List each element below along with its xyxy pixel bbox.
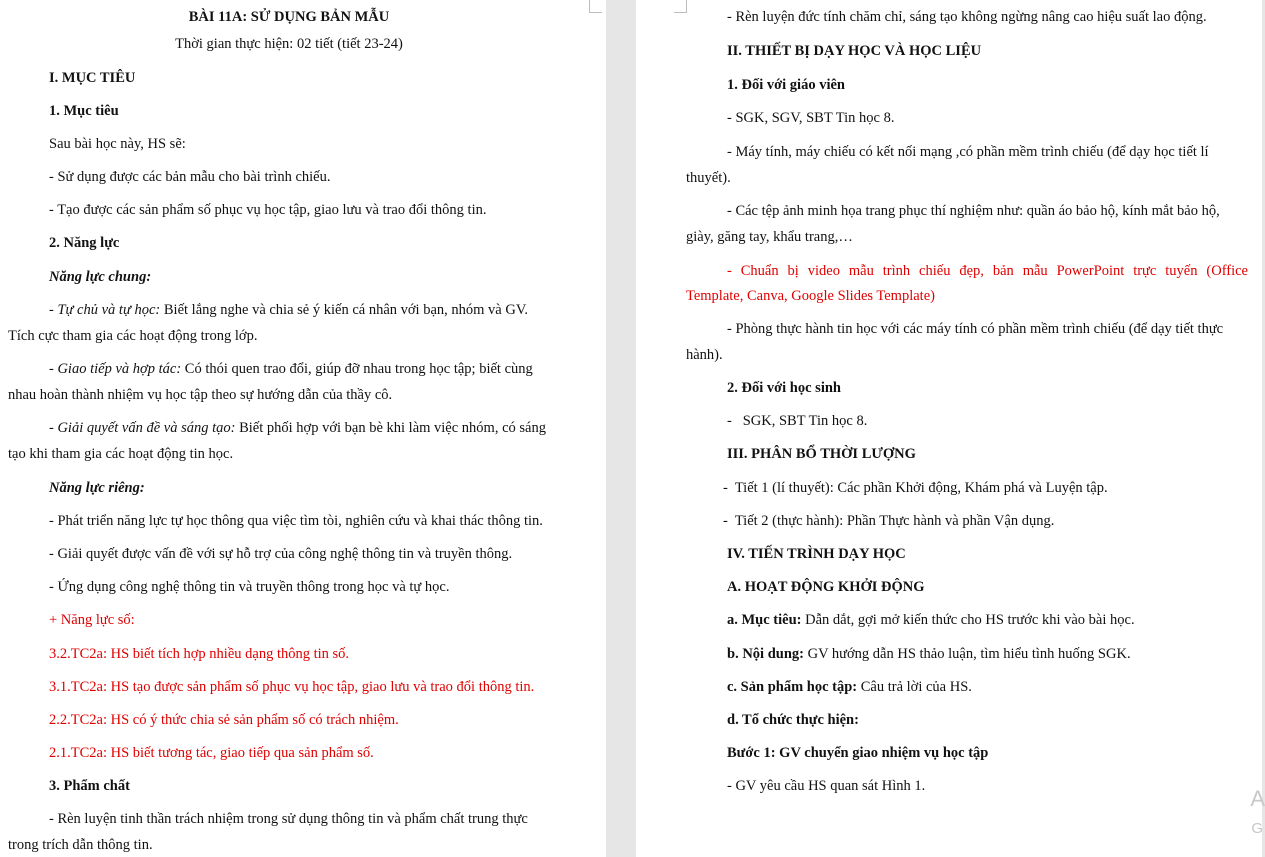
page-corner-mark xyxy=(674,0,687,13)
page-gutter xyxy=(606,0,636,857)
heading-student: 2. Đối với học sinh xyxy=(727,380,841,396)
document-page-left[interactable] xyxy=(0,0,606,857)
warmup-organization: d. Tổ chức thực hiện: xyxy=(727,712,859,728)
lesson-duration: Thời gian thực hiện: 02 tiết (tiết 23-24) xyxy=(175,36,403,52)
quality-item-continued: trong trích dẫn thông tin. xyxy=(8,837,153,853)
competence-self-study xyxy=(49,301,528,319)
teacher-item: - Phòng thực hành tin học với các máy tính có phần mềm trình chiếu (để dạy tiết thực xyxy=(727,321,1224,337)
warmup-content xyxy=(727,645,1131,663)
warmup-goal xyxy=(727,611,1135,629)
competence-text-continued: Tích cực tham gia các hoạt động trong lớp. xyxy=(8,328,258,344)
document-page-right[interactable] xyxy=(636,0,1265,857)
competence-communication xyxy=(49,360,533,378)
item-text: GV hướng dẫn HS thảo luận, tìm hiểu tình huống SGK. xyxy=(807,646,1131,662)
quality-item: - Rèn luyện đức tính chăm chỉ, sáng tạo không ngừng nâng cao hiệu suất lao động. xyxy=(727,9,1207,25)
specific-item: - Ứng dụng công nghệ thông tin và truyền thông trong học và tự học. xyxy=(49,579,450,595)
heading-general-competence: Năng lực chung: xyxy=(49,269,152,285)
goal-item: - Tạo được các sản phẩm số phục vụ học tập, giao lưu và trao đổi thông tin. xyxy=(49,202,487,218)
heading-time-allocation: III. PHÂN BỔ THỜI LƯỢNG xyxy=(727,446,916,462)
page-corner-mark xyxy=(589,0,602,13)
digital-competence-item: 2.2.TC2a: HS có ý thức chia sẻ sản phẩm số có trách nhiệm. xyxy=(49,712,399,728)
side-edge-glyph: G xyxy=(1251,820,1263,837)
teacher-item-continued: giày, găng tay, khẩu trang,… xyxy=(686,229,853,245)
specific-item: - Phát triển năng lực tự học thông qua việc tìm tòi, nghiên cứu và khai thác thông tin. xyxy=(49,513,543,529)
heading-competence: 2. Năng lực xyxy=(49,235,120,251)
competence-label: - Giao tiếp và hợp tác: xyxy=(49,361,182,377)
heading-goal: 1. Mục tiêu xyxy=(49,103,119,119)
goal-item: - Sử dụng được các bản mẫu cho bài trình chiếu. xyxy=(49,169,331,185)
teacher-item-continued: Template, Canva, Google Slides Template) xyxy=(686,288,935,304)
item-label: a. Mục tiêu: xyxy=(727,612,802,628)
competence-text-continued: tạo khi tham gia các hoạt động tin học. xyxy=(8,446,234,462)
warmup-product xyxy=(727,678,972,696)
step-item: - GV yêu cầu HS quan sát Hình 1. xyxy=(727,778,926,794)
digital-competence-heading: + Năng lực số: xyxy=(49,612,135,628)
step-heading: Bước 1: GV chuyển giao nhiệm vụ học tập xyxy=(727,745,989,761)
competence-text: Có thói quen trao đổi, giúp đỡ nhau trong học tập; biết cùng xyxy=(184,361,533,377)
digital-competence-item: 2.1.TC2a: HS biết tương tác, giao tiếp qua sản phẩm số. xyxy=(49,745,374,761)
specific-item: - Giải quyết được vấn đề với sự hỗ trợ của công nghệ thông tin và truyền thông. xyxy=(49,546,513,562)
goal-intro: Sau bài học này, HS sẽ: xyxy=(49,136,186,152)
competence-label: - Tự chủ và tự học: xyxy=(49,302,161,318)
item-label: c. Sản phẩm học tập: xyxy=(727,679,858,695)
heading-quality: 3. Phẩm chất xyxy=(49,778,130,794)
competence-label: - Giải quyết vấn đề và sáng tạo: xyxy=(49,420,236,436)
digital-competence-item: 3.2.TC2a: HS biết tích hợp nhiều dạng thông tin số. xyxy=(49,646,350,662)
teacher-item-continued: hành). xyxy=(686,347,723,363)
competence-text-continued: nhau hoàn thành nhiệm vụ học tập theo sự hướng dẫn của thầy cô. xyxy=(8,387,393,403)
heading-teacher: 1. Đối với giáo viên xyxy=(727,77,845,93)
quality-item: - Rèn luyện tinh thần trách nhiệm trong sử dụng thông tin và phẩm chất trung thực xyxy=(49,811,528,827)
teacher-item: - Các tệp ảnh minh họa trang phục thí nghiệm như: quần áo bảo hộ, kính mắt bảo hộ, xyxy=(727,203,1220,219)
heading-objectives: I. MỤC TIÊU xyxy=(49,70,136,86)
item-text: Dẫn dắt, gợi mở kiến thức cho HS trước khi vào bài học. xyxy=(805,612,1135,628)
student-item: - SGK, SBT Tin học 8. xyxy=(727,413,868,429)
item-label: b. Nội dung: xyxy=(727,646,804,662)
teacher-item: - Chuẩn bị video mẫu trình chiếu đẹp, bản mẫu PowerPoint trực tuyến (Office xyxy=(727,263,1248,279)
side-edge-glyph: A xyxy=(1250,786,1265,811)
teacher-item: - Máy tính, máy chiếu có kết nối mạng ,có phần mềm trình chiếu (để dạy học tiết lí xyxy=(727,144,1209,160)
time-item: - Tiết 2 (thực hành): Phần Thực hành và phần Vận dụng. xyxy=(723,513,1055,529)
digital-competence-item: 3.1.TC2a: HS tạo được sản phẩm số phục vụ học tập, giao lưu và trao đổi thông tin. xyxy=(49,679,535,695)
heading-warmup: A. HOẠT ĐỘNG KHỞI ĐỘNG xyxy=(727,579,925,595)
competence-text: Biết lắng nghe và chia sẻ ý kiến cá nhân với bạn, nhóm và GV. xyxy=(163,302,529,318)
heading-specific-competence: Năng lực riêng: xyxy=(49,480,145,496)
teacher-item: - SGK, SGV, SBT Tin học 8. xyxy=(727,110,895,126)
teacher-item-continued: thuyết). xyxy=(686,170,731,186)
competence-text: Biết phối hợp với bạn bè khi làm việc nhóm, có sáng xyxy=(239,420,546,436)
heading-teaching-process: IV. TIẾN TRÌNH DẠY HỌC xyxy=(727,546,906,562)
time-item: - Tiết 1 (lí thuyết): Các phần Khởi động, Khám phá và Luyện tập. xyxy=(723,480,1108,496)
heading-equipment: II. THIẾT BỊ DẠY HỌC VÀ HỌC LIỆU xyxy=(727,43,982,59)
lesson-title: BÀI 11A: SỬ DỤNG BẢN MẪU xyxy=(188,9,390,25)
item-text: Câu trả lời của HS. xyxy=(860,679,972,695)
competence-problem-solving xyxy=(49,419,546,437)
